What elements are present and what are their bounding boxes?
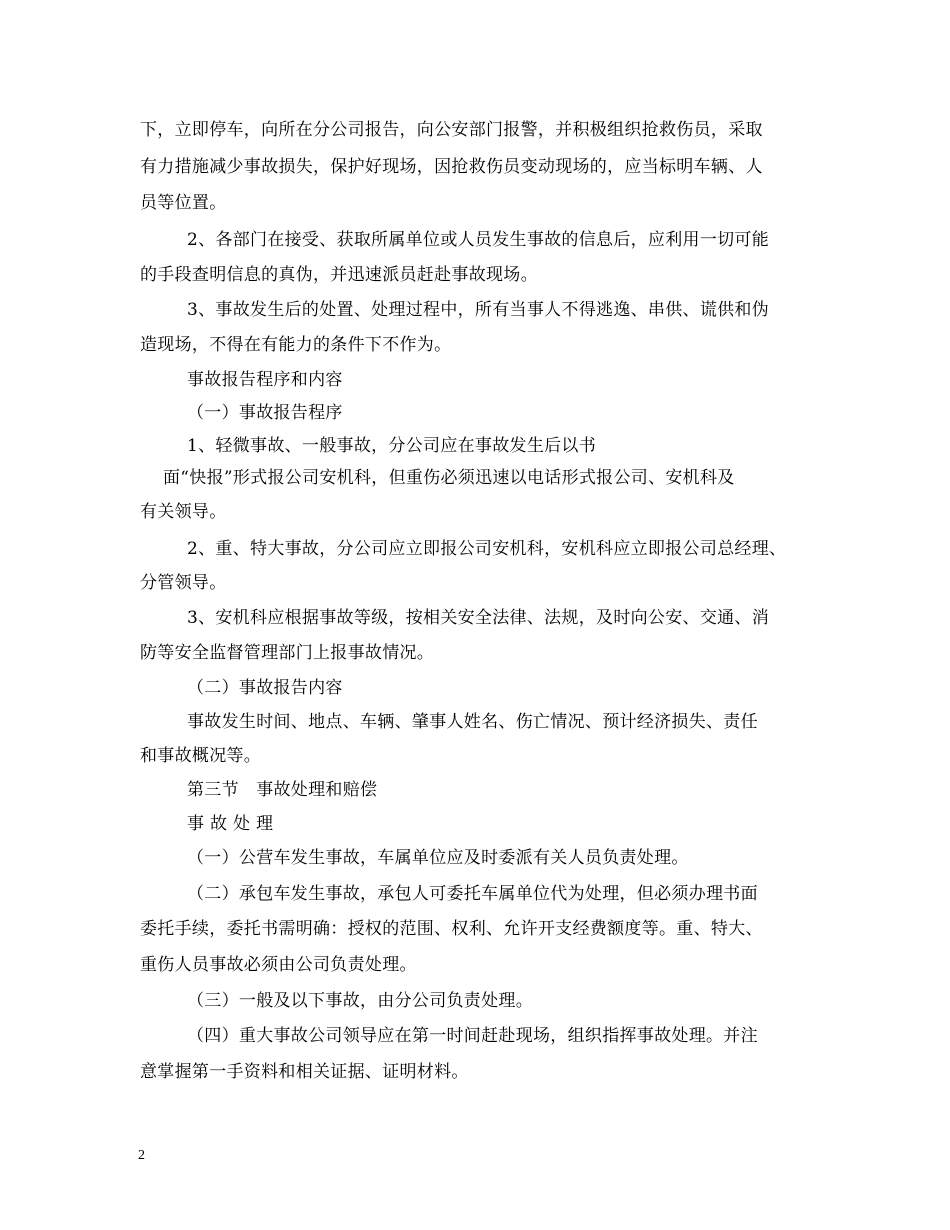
subsection-heading: （一）事故报告程序 (187, 403, 343, 423)
text-line: 重伤人员事故必须由公司负责处理。 (140, 955, 417, 975)
text-line: 3、安机科应根据事故等级，按相关安全法律、法规，及时向公安、交通、消 (187, 608, 770, 628)
text-line: 员等位置。 (140, 193, 227, 213)
text-line: 下，立即停车，向所在分公司报告，向公安部门报警，并积极组织抢救伤员，采取 (140, 120, 763, 140)
text-line: 意掌握第一手资料和相关证据、证明材料。 (140, 1062, 469, 1082)
text-line: 有力措施减少事故损失，保护好现场，因抢救伤员变动现场的，应当标明车辆、人 (140, 157, 763, 177)
text-line: 的手段查明信息的真伪，并迅速派员赶赴事故现场。 (140, 265, 538, 285)
section-heading: 第三节 事故处理和赔偿 (187, 780, 378, 800)
subsection-heading: （二）事故报告内容 (187, 678, 343, 698)
text-line: 造现场，不得在有能力的条件下不作为。 (140, 335, 452, 355)
text-line: （四）重大事故公司领导应在第一时间赶赴现场，组织指挥事故处理。并注 (187, 1026, 758, 1046)
text-line: 防等安全监督管理部门上报事故情况。 (140, 643, 435, 663)
page-number: 2 (138, 1148, 145, 1163)
text-line: 2、重、特大事故，分公司应立即报公司安机科，安机科应立即报公司总经理、 (187, 539, 787, 559)
text-line: 和事故概况等。 (140, 746, 262, 766)
text-line: 面“快报”形式报公司安机科，但重伤必须迅速以电话形式报公司、安机科及 (163, 468, 735, 488)
text-line: 事故发生时间、地点、车辆、肇事人姓名、伤亡情况、预计经济损失、责任 (187, 712, 758, 732)
text-line: （三）一般及以下事故，由分公司负责处理。 (187, 991, 533, 1011)
text-line: （二）承包车发生事故，承包人可委托车属单位代为处理，但必须办理书面 (187, 884, 758, 904)
text-line: 分管领导。 (140, 573, 227, 593)
text-line: 委托手续，委托书需明确：授权的范围、权利、允许开支经费额度等。重、特大、 (140, 919, 763, 939)
text-line: （一）公营车发生事故，车属单位应及时委派有关人员负责处理。 (187, 848, 689, 868)
text-line: 2、各部门在接受、获取所属单位或人员发生事故的信息后，应利用一切可能 (187, 230, 770, 250)
text-line: 有关领导。 (140, 502, 227, 522)
subsection-heading: 事 故 处 理 (187, 814, 274, 834)
text-line: 1、轻微事故、一般事故，分公司应在事故发生后以书 (187, 436, 597, 456)
section-heading: 事故报告程序和内容 (187, 370, 343, 390)
text-line: 3、事故发生后的处置、处理过程中，所有当事人不得逃逸、串供、谎供和伪 (187, 300, 770, 320)
